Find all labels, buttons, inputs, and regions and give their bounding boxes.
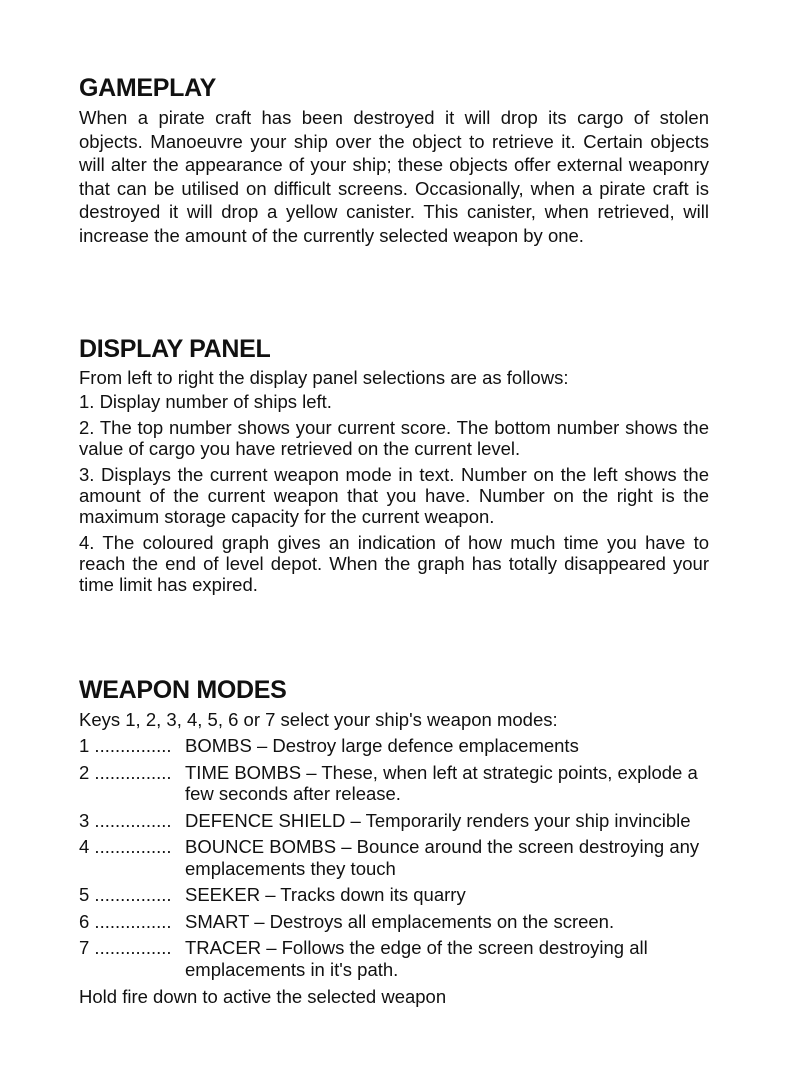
display-panel-item-3: 3. Displays the current weapon mode in text. Number on the left shows the amount of the current weapon that you have. Number on the right is the maximum storage capacity for the current weapon. [79, 464, 709, 527]
display-panel-heading: DISPLAY PANEL [79, 335, 271, 363]
gameplay-section [79, 74, 709, 247]
gameplay-body: When a pirate craft has been destroyed it will drop its cargo of stolen objects. Manoeuvre your ship over the object to retrieve it. Certain objects will alter the appearance of your ship; these objects offer external weaponry that can be utilised on difficult screens. Occasionally, when a pirate craft is destroyed it will drop a yellow canister. This canister, when retrieved, will increase the amount of the currently selected weapon by one. [79, 107, 709, 246]
weapon-mode-row [79, 810, 709, 832]
weapon-mode-row [79, 836, 709, 879]
weapon-mode-row [79, 937, 709, 980]
gameplay-heading: GAMEPLAY [79, 74, 216, 102]
weapon-mode-desc: DEFENCE SHIELD – Temporarily renders your ship invincible [185, 809, 691, 831]
weapon-mode-desc: SMART – Destroys all emplacements on the screen. [185, 910, 615, 932]
weapon-mode-desc: BOMBS – Destroy large defence emplacements [185, 735, 579, 756]
weapon-modes-footer: Hold fire down to active the selected weapon [79, 986, 447, 1007]
weapon-mode-row [79, 735, 709, 757]
weapon-mode-key: 5 ............... [79, 884, 172, 905]
weapon-mode-key: 4 ............... [79, 836, 172, 857]
weapon-mode-desc: TIME BOMBS – These, when left at strategic points, explode a few seconds after release. [185, 761, 698, 804]
display-panel-intro: From left to right the display panel selections are as follows: [79, 367, 569, 388]
weapon-mode-key: 1 ............... [79, 735, 172, 756]
weapon-mode-desc: TRACER – Follows the edge of the screen destroying all emplacements in it's path. [185, 937, 648, 980]
weapon-mode-row [79, 911, 709, 933]
weapon-mode-row [79, 762, 709, 805]
display-panel-item-1: 1. Display number of ships left. [79, 391, 332, 412]
weapon-mode-key: 6 ............... [79, 910, 172, 932]
weapon-mode-key: 2 ............... [79, 761, 172, 783]
display-panel-item-4: 4. The coloured graph gives an indication of how much time you have to reach the end of level depot. When the graph has totally disappeared your time limit has expired. [79, 532, 709, 595]
weapon-modes-heading: WEAPON MODES [79, 676, 287, 704]
weapon-mode-row [79, 884, 709, 906]
weapon-modes-section [79, 676, 709, 1007]
display-panel-section [79, 335, 709, 595]
weapon-mode-desc: SEEKER – Tracks down its quarry [185, 884, 466, 905]
weapon-mode-desc: BOUNCE BOMBS – Bounce around the screen destroying any emplacements they touch [185, 836, 700, 879]
weapon-modes-intro: Keys 1, 2, 3, 4, 5, 6 or 7 select your ship's weapon modes: [79, 709, 558, 730]
display-panel-item-2: 2. The top number shows your current score. The bottom number shows the value of cargo you have retrieved on the current level. [79, 417, 709, 459]
weapon-mode-key: 3 ............... [79, 809, 172, 831]
weapon-mode-key: 7 ............... [79, 937, 172, 958]
